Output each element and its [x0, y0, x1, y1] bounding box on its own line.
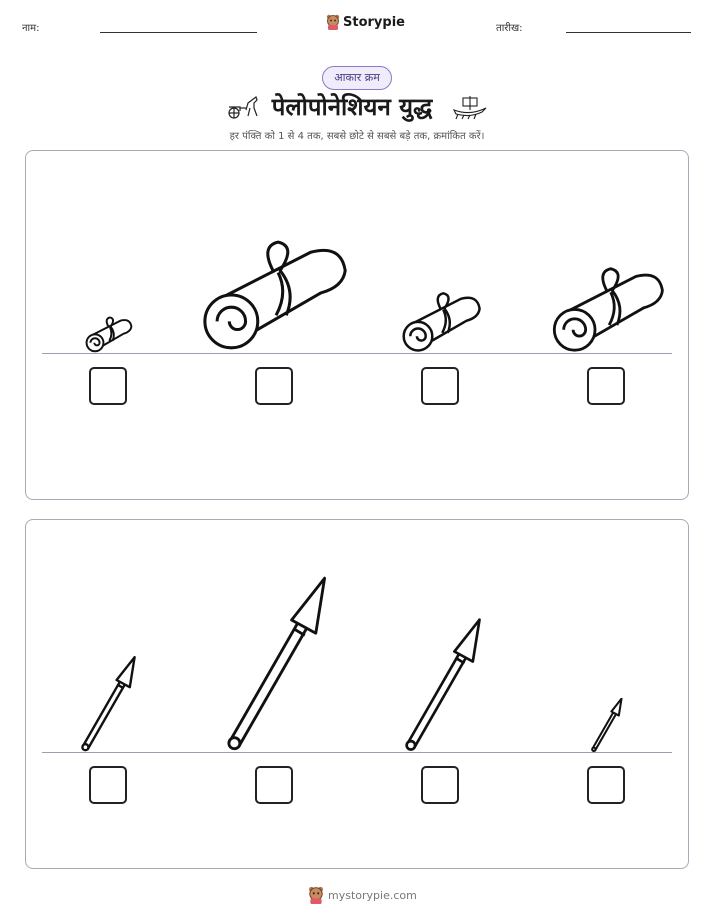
- name-label: नाम:: [22, 23, 40, 34]
- answer-box[interactable]: [421, 367, 459, 405]
- answer-box[interactable]: [587, 766, 625, 804]
- footer-site-link[interactable]: mystorypie.com: [328, 888, 417, 902]
- brand-logo: [326, 14, 405, 30]
- answer-box[interactable]: [421, 766, 459, 804]
- bear-mascot-icon: [326, 14, 340, 30]
- trireme-ship-icon: [452, 94, 488, 120]
- answer-box[interactable]: [89, 367, 127, 405]
- instructions: हर पंक्ति को 1 से 4 तक, सबसे छोटे से सबसे बड़े तक, क्रमांकित करें।: [229, 131, 485, 142]
- baseline: [42, 752, 672, 753]
- worksheet-type-badge: आकार क्रम: [322, 66, 392, 90]
- spear-icon: [218, 576, 330, 752]
- bear-mascot-icon: [308, 886, 324, 904]
- chariot-icon: [226, 94, 262, 120]
- page-title: पेलोपोनेशियन युद्ध: [271, 93, 433, 121]
- footer: [308, 886, 417, 904]
- answer-box[interactable]: [255, 766, 293, 804]
- spear-icon: [398, 618, 484, 752]
- answer-box[interactable]: [255, 367, 293, 405]
- name-line[interactable]: [100, 32, 257, 33]
- spear-icon: [588, 698, 624, 752]
- brand-name: Storypie: [343, 14, 405, 30]
- scroll-icon: [190, 236, 354, 358]
- answer-box[interactable]: [587, 367, 625, 405]
- date-label: तारीख:: [496, 23, 523, 34]
- scroll-icon: [542, 264, 670, 358]
- scroll-icon: [396, 290, 484, 356]
- answer-box[interactable]: [89, 766, 127, 804]
- spear-icon: [76, 656, 138, 752]
- date-line[interactable]: [566, 32, 691, 33]
- scroll-icon: [82, 314, 134, 356]
